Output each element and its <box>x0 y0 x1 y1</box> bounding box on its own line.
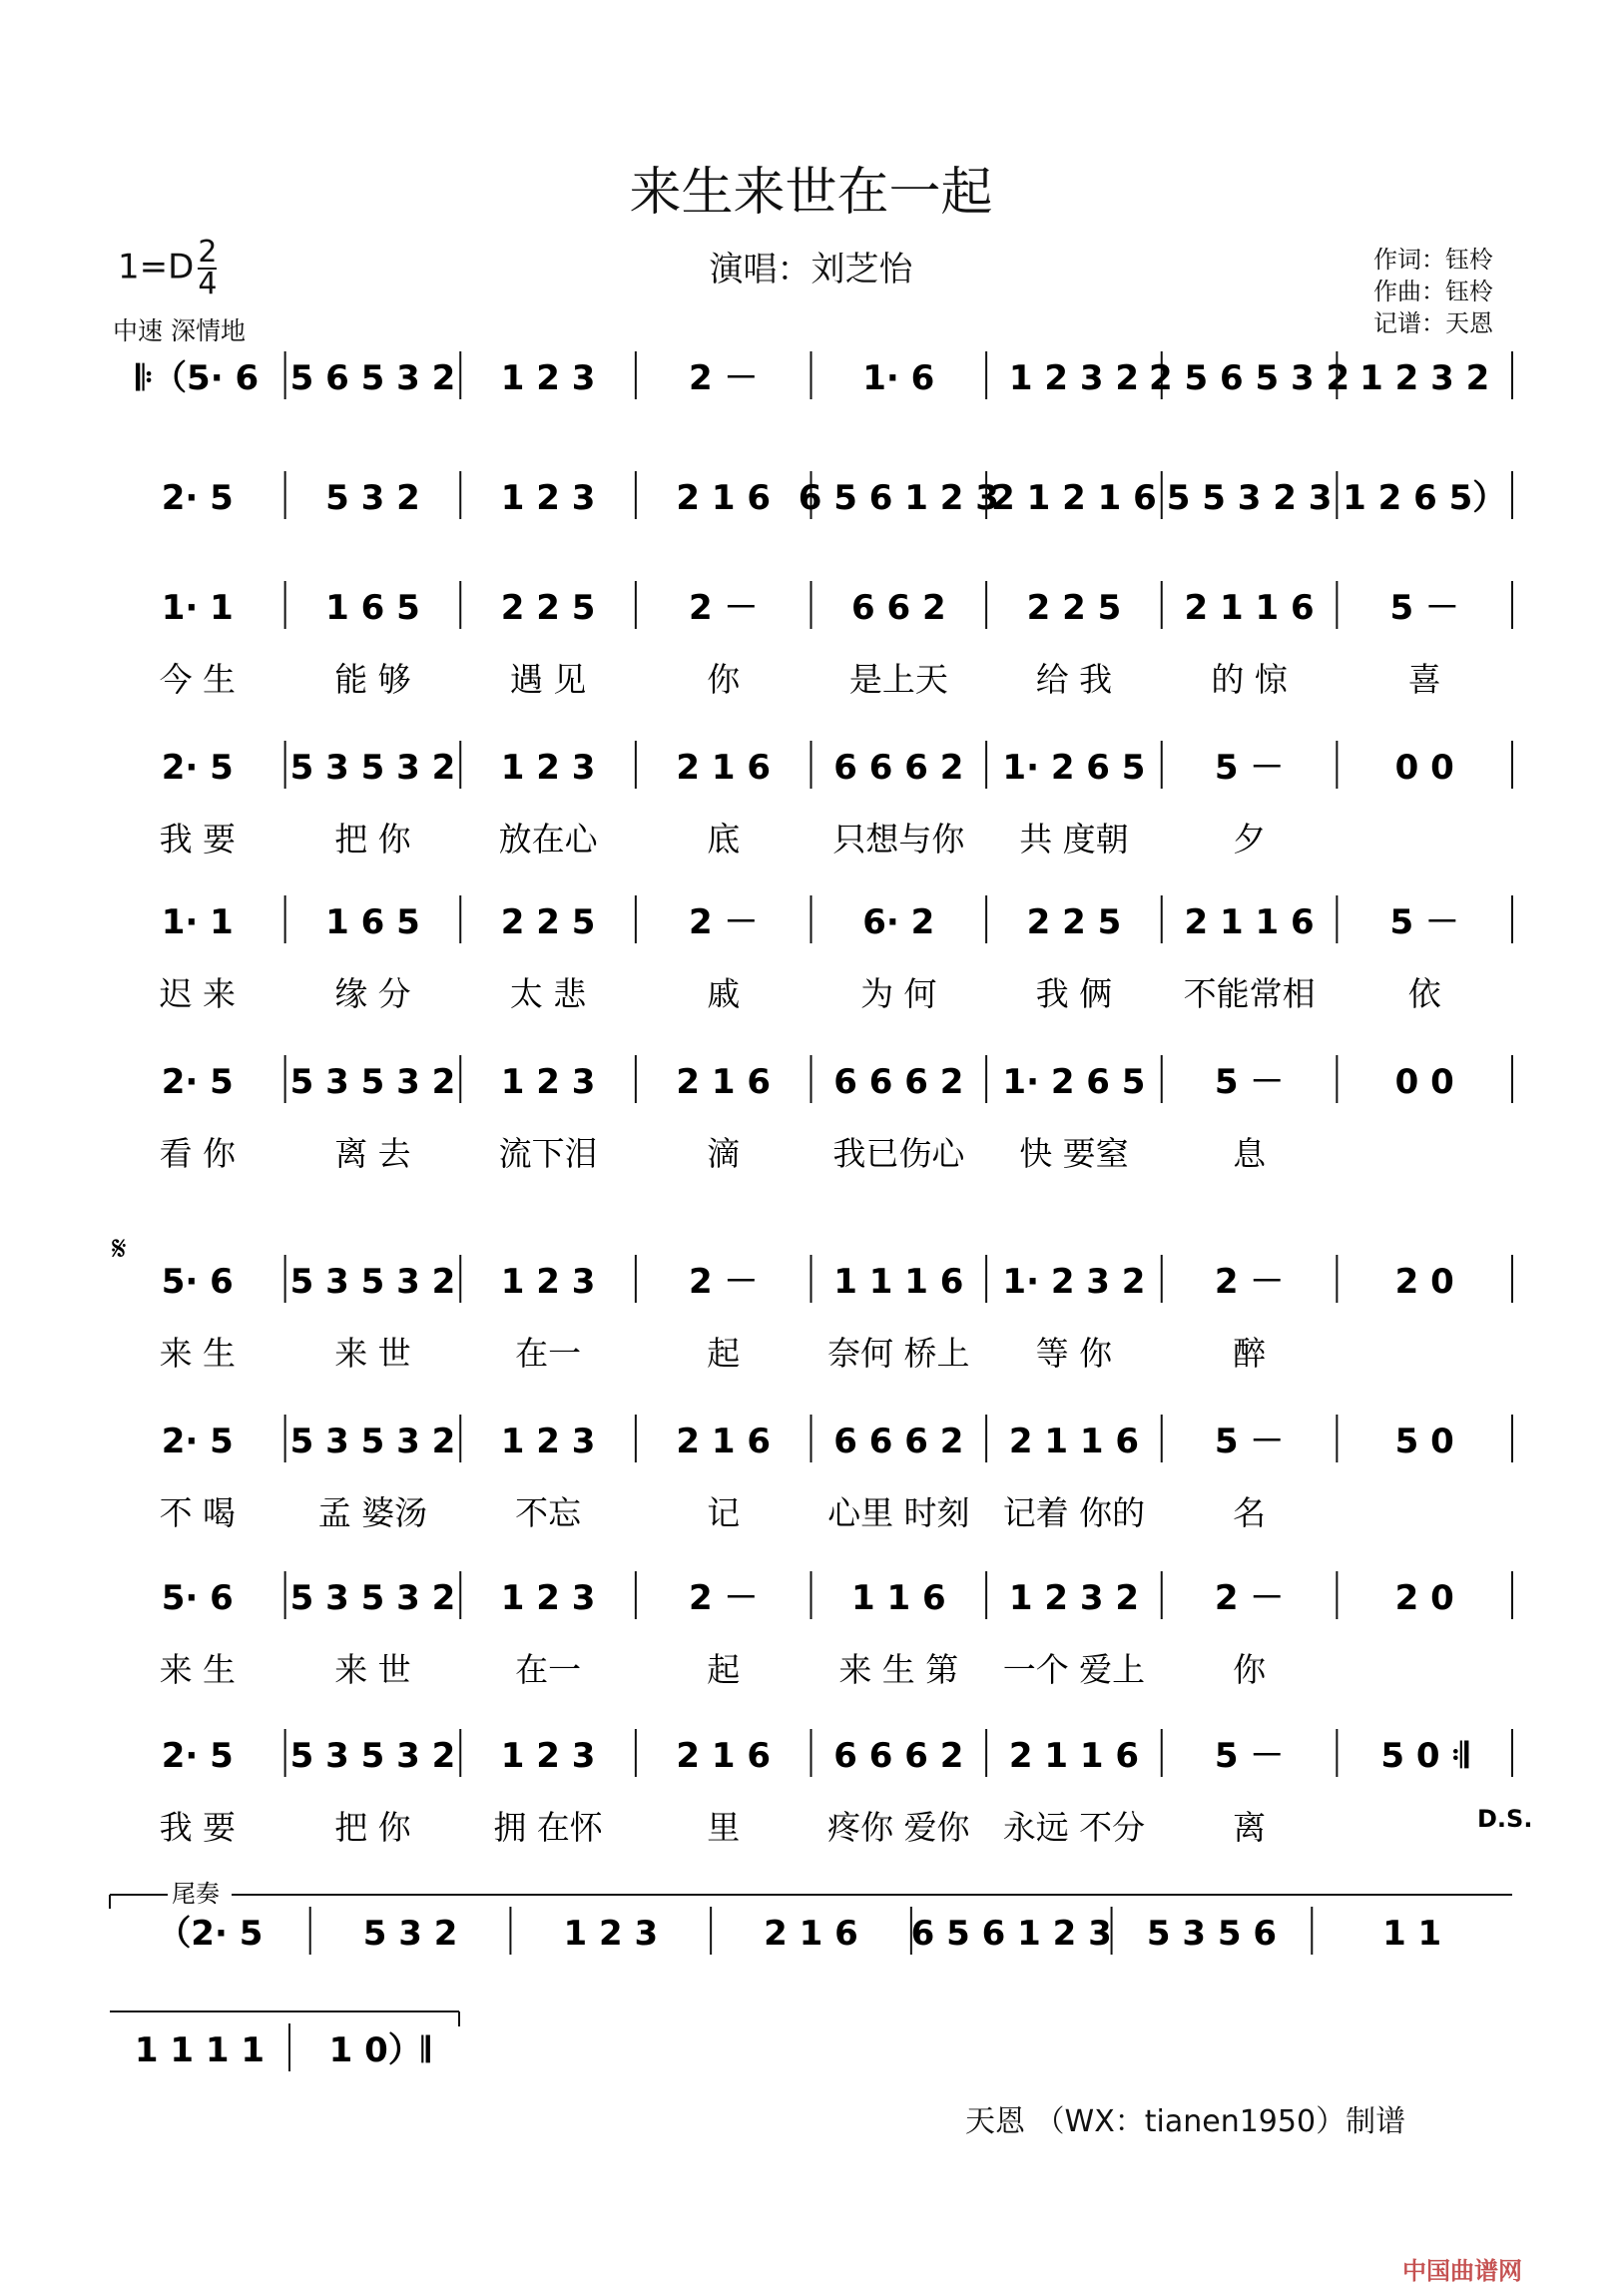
measure-notes: 1 2 3 2 <box>1359 358 1490 398</box>
lyric-text: 来 生 <box>159 1650 237 1689</box>
lyric-text: 流下泪 <box>498 1134 598 1173</box>
measure-notes: 6 6 6 2 <box>833 1062 964 1102</box>
measure-notes: 2· 5 <box>161 1062 234 1102</box>
lyric-text: 只想与你 <box>832 820 965 859</box>
measure-notes: 2· 5 <box>161 1422 234 1461</box>
lyric-text: 依 <box>1407 974 1441 1013</box>
lyric-text: 来 生 第 <box>838 1650 959 1689</box>
coda-label: 尾奏 <box>172 1880 220 1908</box>
lyric-text: 迟 来 <box>159 974 237 1013</box>
measure-notes: 1 2 6 5） <box>1343 478 1507 518</box>
lyric-text: 给 我 <box>1035 660 1113 699</box>
measure-notes: 2 － <box>688 1262 759 1302</box>
song-title: 来生来世在一起 <box>629 163 993 223</box>
composer-credit: 作曲：钰柃 <box>1373 278 1493 305</box>
lyric-text: 醉 <box>1233 1334 1267 1373</box>
measure-notes: 1 2 3 <box>500 1062 596 1102</box>
measure-notes: 1 2 3 2 <box>1008 1578 1140 1618</box>
lyric-text: 起 <box>707 1650 741 1689</box>
measure-notes: 2 2 5 <box>500 588 596 628</box>
measure-notes: 5 － <box>1214 1736 1285 1776</box>
lyric-text: 我已伤心 <box>832 1134 965 1173</box>
lyric-text: 你 <box>1233 1650 1267 1689</box>
measure-notes: 1 1 1 1 <box>134 2030 266 2070</box>
lyric-text: 来 生 <box>159 1334 237 1373</box>
measure-notes: 0 0 <box>1394 1062 1454 1102</box>
lyric-text: 底 <box>707 820 741 859</box>
measure-notes: 5 － <box>1214 1062 1285 1102</box>
measure-notes: 2 － <box>1214 1578 1285 1618</box>
measure-notes: 2 1 1 6 <box>1008 1422 1140 1461</box>
lyric-text: 太 悲 <box>509 974 587 1013</box>
measure-notes: 2 5 6 5 3 2 <box>1148 358 1351 398</box>
measure-notes: 1· 1 <box>161 588 234 628</box>
lyric-text: 心里 时刻 <box>827 1493 970 1532</box>
measure-notes: 2 2 5 <box>1026 588 1122 628</box>
lyric-text: 名 <box>1233 1493 1267 1532</box>
lyric-text: 缘 分 <box>334 974 411 1013</box>
measure-notes: 2 － <box>688 588 759 628</box>
lyric-text: 离 <box>1233 1808 1267 1847</box>
measure-notes: 5 0 <box>1394 1422 1454 1461</box>
measure-notes: 5 3 5 3 2 <box>289 1422 456 1461</box>
lyric-text: 来 世 <box>334 1334 411 1373</box>
lyric-text: 一个 爱上 <box>1002 1650 1146 1689</box>
measure-notes: 2· 5 <box>161 478 234 518</box>
singer: 演唱：刘芝怡 <box>709 250 913 289</box>
measure-notes: 1 2 3 <box>500 1736 596 1776</box>
lyric-text: 遇 见 <box>509 660 587 699</box>
lyric-text: 不忘 <box>515 1493 582 1532</box>
measure-notes: 5 3 2 <box>325 478 420 518</box>
measure-notes: （2· 5 <box>157 1914 264 1954</box>
measure-notes: 0 0 <box>1394 748 1454 788</box>
measure-notes: 5 5 3 2 3 <box>1166 478 1333 518</box>
measure-notes: 2 1 6 <box>676 1736 772 1776</box>
lyric-text: 你 <box>707 660 741 699</box>
measure-notes: 𝄆（5· 6 <box>136 358 260 398</box>
measure-notes: 5 3 5 3 2 <box>289 1578 456 1618</box>
measure-notes: 5 6 5 3 2 <box>289 358 456 398</box>
measure-notes: 1 2 3 <box>500 358 596 398</box>
measure-notes: 1 0）𝄂 <box>328 2030 430 2070</box>
measure-notes: 2 1 1 6 <box>1008 1736 1140 1776</box>
lyric-text: 把 你 <box>334 1808 411 1847</box>
footer-credit: 天恩 （WX：tianen1950）制谱 <box>965 2104 1406 2139</box>
transcriber-credit: 记谱：天恩 <box>1373 309 1493 337</box>
measure-notes: 2 0 <box>1394 1578 1454 1618</box>
measure-notes: 5 3 5 3 2 <box>289 1736 456 1776</box>
measure-notes: 2 － <box>688 358 759 398</box>
measure-notes: 1 2 3 <box>500 1422 596 1461</box>
lyric-text: 快 要窒 <box>1019 1134 1129 1173</box>
lyric-text: 我 要 <box>159 1808 237 1847</box>
tempo-marking: 中速 深情地 <box>113 316 246 345</box>
lyric-text: 拥 在怀 <box>493 1808 603 1847</box>
measure-notes: 2 1 6 <box>676 748 772 788</box>
measure-notes: 1· 1 <box>161 902 234 942</box>
measure-notes: 1 2 3 2 <box>1008 358 1140 398</box>
lyric-text: 放在心 <box>498 820 598 859</box>
ds-marking: D.S. <box>1477 1805 1533 1833</box>
lyric-text: 看 你 <box>159 1134 237 1173</box>
measure-notes: 2 2 5 <box>1026 902 1122 942</box>
lyricist-credit: 作词：钰柃 <box>1373 246 1493 274</box>
measure-notes: 1· 6 <box>862 358 935 398</box>
lyric-text: 能 够 <box>334 660 411 699</box>
measure-notes: 5 3 5 3 2 <box>289 748 456 788</box>
lyric-text: 夕 <box>1233 820 1267 859</box>
measure-notes: 2 2 5 <box>500 902 596 942</box>
measure-notes: 2· 5 <box>161 1736 234 1776</box>
measure-notes: 2 － <box>688 1578 759 1618</box>
measure-notes: 5 － <box>1389 588 1459 628</box>
measure-notes: 2 1 2 1 6 <box>991 478 1157 518</box>
measure-notes: 6 5 6 1 2 3 <box>798 478 999 518</box>
lyric-text: 在一 <box>515 1650 582 1689</box>
measure-notes: 1 6 5 <box>325 588 420 628</box>
measure-notes: 2 0 <box>1394 1262 1454 1302</box>
lyric-text: 奈何 桥上 <box>827 1334 970 1373</box>
lyric-text: 记 <box>707 1493 741 1532</box>
measure-notes: 5 － <box>1389 902 1459 942</box>
measure-notes: 2 1 1 6 <box>1184 902 1315 942</box>
lyric-text: 把 你 <box>334 820 411 859</box>
lyric-text: 今 生 <box>159 660 237 699</box>
measure-notes: 5 3 5 3 2 <box>289 1062 456 1102</box>
measure-notes: 6 5 6 1 2 3 <box>910 1914 1112 1954</box>
lyric-text: 疼你 爱你 <box>827 1808 970 1847</box>
time-bottom: 4 <box>198 267 218 301</box>
lyric-text: 我 俩 <box>1035 974 1113 1013</box>
lyric-text: 不能常相 <box>1183 974 1316 1013</box>
measure-notes: 1· 2 6 5 <box>1002 748 1146 788</box>
measure-notes: 2 1 1 6 <box>1184 588 1315 628</box>
measure-notes: 5 － <box>1214 748 1285 788</box>
measure-notes: 1 1 1 6 <box>833 1262 964 1302</box>
lyric-text: 戚 <box>707 974 741 1013</box>
measure-notes: 6 6 2 <box>850 588 946 628</box>
measure-notes: 5 3 2 <box>362 1914 458 1954</box>
measure-notes: 1 6 5 <box>325 902 420 942</box>
lyric-text: 息 <box>1233 1134 1267 1173</box>
lyric-text: 起 <box>707 1334 741 1373</box>
lyric-text: 的 惊 <box>1211 660 1288 699</box>
measure-notes: 1 1 <box>1382 1914 1442 1954</box>
measure-notes: 5 3 5 6 <box>1146 1914 1277 1954</box>
measure-notes: 6· 2 <box>862 902 935 942</box>
segno-sign: 𝄋 <box>112 1229 127 1269</box>
lyric-text: 我 要 <box>159 820 237 859</box>
lyric-text: 里 <box>707 1808 741 1847</box>
lyric-text: 永远 不分 <box>1002 1808 1146 1847</box>
measure-notes: 2 1 6 <box>676 1422 772 1461</box>
measure-notes: 2 － <box>1214 1262 1285 1302</box>
measure-notes: 1 2 3 <box>500 1262 596 1302</box>
measure-notes: 6 6 6 2 <box>833 1736 964 1776</box>
lyric-text: 离 去 <box>334 1134 411 1173</box>
measure-notes: 1· 2 3 2 <box>1002 1262 1146 1302</box>
measure-notes: 5· 6 <box>161 1262 234 1302</box>
measure-notes: 2 － <box>688 902 759 942</box>
lyric-text: 记着 你的 <box>1002 1493 1146 1532</box>
measure-notes: 2· 5 <box>161 748 234 788</box>
measure-notes: 1 2 3 <box>563 1914 659 1954</box>
watermark: 中国曲谱网 <box>1402 2257 1522 2285</box>
measure-notes: 5 0 𝄇 <box>1380 1736 1468 1776</box>
lyric-text: 为 何 <box>860 974 937 1013</box>
measure-notes: 2 1 6 <box>676 1062 772 1102</box>
measure-notes: 5 － <box>1214 1422 1285 1461</box>
lyric-text: 在一 <box>515 1334 582 1373</box>
measure-notes: 2 1 6 <box>676 478 772 518</box>
time-top: 2 <box>198 235 218 270</box>
measure-notes: 1 2 3 <box>500 1578 596 1618</box>
lyric-text: 孟 婆汤 <box>317 1493 428 1532</box>
measure-notes: 1 1 6 <box>850 1578 946 1618</box>
key-label: 1=D <box>118 247 195 287</box>
measure-notes: 6 6 6 2 <box>833 748 964 788</box>
lyric-text: 来 世 <box>334 1650 411 1689</box>
lyric-text: 滴 <box>707 1134 741 1173</box>
measure-notes: 2 1 6 <box>764 1914 858 1954</box>
lyric-text: 喜 <box>1407 660 1441 699</box>
lyric-text: 等 你 <box>1035 1334 1113 1373</box>
lyric-text: 是上天 <box>848 660 948 699</box>
lyric-text: 不 喝 <box>159 1493 237 1532</box>
measure-notes: 6 6 6 2 <box>833 1422 964 1461</box>
measure-notes: 5 3 5 3 2 <box>289 1262 456 1302</box>
lyric-text: 共 度朝 <box>1019 820 1129 859</box>
measure-notes: 1 2 3 <box>500 748 596 788</box>
measure-notes: 1 2 3 <box>500 478 596 518</box>
measure-notes: 5· 6 <box>161 1578 234 1618</box>
measure-notes: 1· 2 6 5 <box>1002 1062 1146 1102</box>
